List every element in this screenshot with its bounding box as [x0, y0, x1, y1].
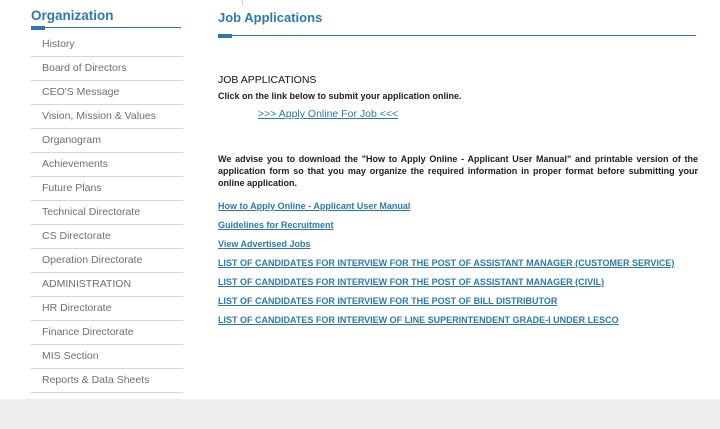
- sidebar-rule-accent: [31, 26, 45, 30]
- top-divider: [242, 0, 243, 6]
- list-item: [218, 276, 674, 295]
- sidebar-title-rule: [31, 25, 183, 33]
- resource-links: [218, 200, 674, 333]
- sidebar-item-hr-directorate[interactable]: HR Directorate: [31, 297, 183, 321]
- main-rule-line: [218, 35, 696, 36]
- intro-text: Click on the link below to submit your application online.: [218, 91, 462, 101]
- main-rule-accent: [218, 34, 232, 38]
- sidebar: [31, 7, 183, 393]
- interview-list-bill-distributor-link[interactable]: LIST OF CANDIDATES FOR INTERVIEW FOR THE POST OF BILL DISTRIBUTOR: [218, 296, 558, 306]
- advice-text: We advise you to download the "How to Apply Online - Applicant User Manual" and printable version of the application form so that you may organize the required information in proper format before submitting your online application.: [218, 154, 698, 188]
- list-item: [218, 257, 674, 276]
- main-content: [218, 7, 698, 325]
- bottom-strip: [0, 399, 720, 429]
- sidebar-item-future-plans[interactable]: Future Plans: [31, 177, 183, 201]
- sidebar-item-board-of-directors[interactable]: Board of Directors: [31, 57, 183, 81]
- user-manual-link[interactable]: How to Apply Online - Applicant User Manual: [218, 201, 411, 211]
- apply-online-link-label: >>> Apply Online For Job <<<: [258, 108, 399, 120]
- main-title-rule: [218, 33, 696, 43]
- list-item: [218, 238, 674, 257]
- interview-list-am-customer-service-link[interactable]: LIST OF CANDIDATES FOR INTERVIEW FOR THE POST OF ASSISTANT MANAGER (CUSTOMER SERVICE): [218, 258, 675, 268]
- list-item: [218, 314, 674, 333]
- sidebar-item-organogram[interactable]: Organogram: [31, 129, 183, 153]
- sidebar-menu: [31, 33, 183, 393]
- sidebar-item-administration[interactable]: ADMINISTRATION: [31, 273, 183, 297]
- sidebar-item-ceo-message[interactable]: CEO'S Message: [31, 81, 183, 105]
- sidebar-item-mis-section[interactable]: MIS Section: [31, 345, 183, 369]
- sidebar-item-achievements[interactable]: Achievements: [31, 153, 183, 177]
- section-heading: JOB APPLICATIONS: [218, 74, 317, 86]
- top-strip: [0, 0, 720, 6]
- apply-online-link[interactable]: [218, 108, 398, 120]
- list-item: [218, 200, 674, 219]
- sidebar-rule-line: [31, 27, 181, 28]
- sidebar-item-cs-directorate[interactable]: CS Directorate: [31, 225, 183, 249]
- sidebar-item-history[interactable]: History: [31, 33, 183, 57]
- list-item: [218, 219, 674, 238]
- sidebar-item-technical-directorate[interactable]: Technical Directorate: [31, 201, 183, 225]
- advertised-jobs-link[interactable]: View Advertised Jobs: [218, 239, 311, 249]
- interview-list-am-civil-link[interactable]: LIST OF CANDIDATES FOR INTERVIEW FOR THE POST OF ASSISTANT MANAGER (CIVIL): [218, 277, 605, 287]
- interview-list-line-superintendent-link[interactable]: LIST OF CANDIDATES FOR INTERVIEW OF LINE SUPERINTENDENT GRADE-I UNDER LESCO: [218, 315, 619, 325]
- sidebar-item-operation-directorate[interactable]: Operation Directorate: [31, 249, 183, 273]
- guidelines-link[interactable]: Guidelines for Recruitment: [218, 220, 334, 230]
- sidebar-title: Organization: [31, 8, 114, 23]
- sidebar-item-reports-data-sheets[interactable]: Reports & Data Sheets: [31, 369, 183, 393]
- page-title: Job Applications: [218, 10, 323, 25]
- sidebar-item-finance-directorate[interactable]: Finance Directorate: [31, 321, 183, 345]
- sidebar-item-vision-mission-values[interactable]: Vision, Mission & Values: [31, 105, 183, 129]
- list-item: [218, 295, 674, 314]
